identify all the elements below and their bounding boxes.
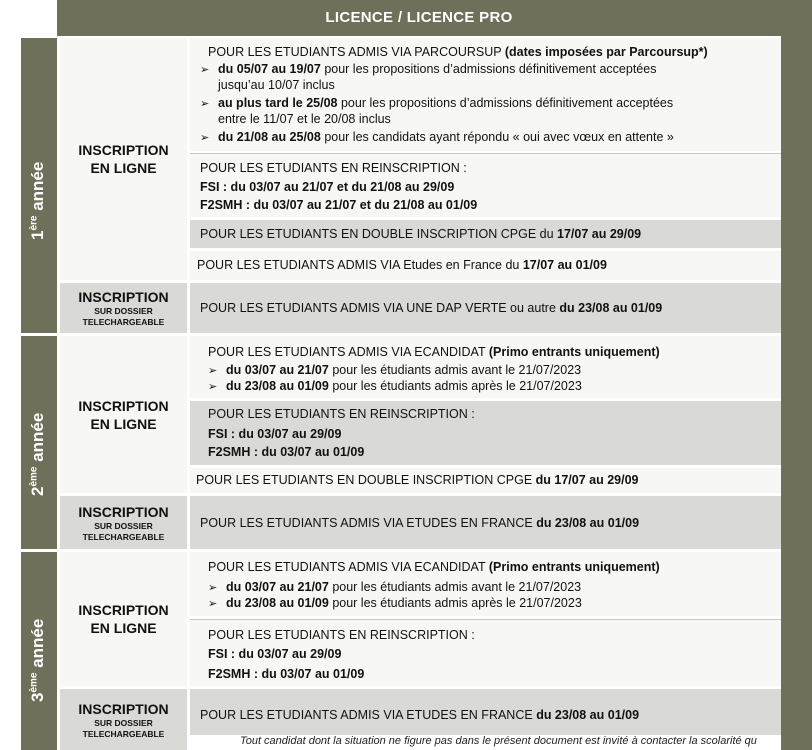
row-y2-ecandidat [190,336,781,398]
list-item: ➢ du 05/07 au 19/07 pour les propositions d’admissions définitivement acceptées [200,62,657,76]
list-item-continued: entre le 11/07 et le 20/08 inclus [218,112,391,126]
reinscription-f2smh: F2SMH : du 03/07 au 21/07 et du 21/08 au 01/09 [200,198,478,212]
cpge-text: POUR LES ETUDIANTS EN DOUBLE INSCRIPTION CPGE du 17/07 au 29/09 [196,473,639,487]
table-title: LICENCE / LICENCE PRO [325,9,513,26]
reinscription-fsi: FSI : du 03/07 au 21/07 et du 21/08 au 29/09 [200,180,455,194]
footer-note: Tout candidat dont la situation ne figure pas dans le présent document est invité à contacter la scolarité qu [240,735,757,747]
etudes-france-text: POUR LES ETUDIANTS ADMIS VIA Etudes en France du 17/07 au 01/09 [197,258,607,272]
row-y1-parcoursup [190,38,781,151]
row-y3-ecandidat [190,552,781,616]
row-y3-reinscription [190,619,781,686]
arrow-bullet-icon: ➢ [200,132,210,144]
cpge-text: POUR LES ETUDIANTS EN DOUBLE INSCRIPTION CPGE du 17/07 au 29/09 [200,227,642,241]
year-column-3 [21,552,57,750]
list-item: ➢ du 21/08 au 25/08 pour les candidats ayant répondu « oui avec vœux en attente » [200,130,674,144]
year-column-2 [21,336,57,549]
reinscription-title: POUR LES ETUDIANTS EN REINSCRIPTION : [208,628,475,642]
year-column-1 [21,38,57,333]
list-item: ➢ au plus tard le 25/08 pour les propositions d’admissions définitivement acceptées [200,96,674,110]
type-online-year-2: INSCRIPTION EN LIGNE [60,336,187,493]
arrow-bullet-icon: ➢ [208,365,218,377]
row-y1-reinscription [190,153,781,217]
year-label-2: 2ème année [28,412,47,496]
arrow-bullet-icon: ➢ [200,64,210,76]
ecandidat-title: POUR LES ETUDIANTS ADMIS VIA ECANDIDAT (Primo entrants uniquement) [208,345,660,359]
parcoursup-title: POUR LES ETUDIANTS ADMIS VIA PARCOURSUP (dates imposées par Parcoursup*) [208,45,708,59]
table-header [57,0,781,36]
year-label-3: 3ème année [28,618,47,702]
etudes-france-text: POUR LES ETUDIANTS ADMIS VIA ETUDES EN FRANCE du 23/08 au 01/09 [200,516,640,530]
reinscription-f2smh: F2SMH : du 03/07 au 01/09 [208,667,365,681]
arrow-bullet-icon: ➢ [208,381,218,393]
row-y2-reinscription [190,401,781,465]
row-y1-cpge [190,220,781,248]
reinscription-f2smh: F2SMH : du 03/07 au 01/09 [208,445,365,459]
arrow-bullet-icon: ➢ [200,98,210,110]
type-online-year-1: INSCRIPTION EN LIGNE [60,38,187,280]
reinscription-title: POUR LES ETUDIANTS EN REINSCRIPTION : [200,161,467,175]
arrow-bullet-icon: ➢ [208,582,218,594]
row-y2-etudes-france [190,496,781,549]
reinscription-title: POUR LES ETUDIANTS EN REINSCRIPTION : [208,407,475,421]
row-y3-etudes-france [190,689,781,735]
arrow-bullet-icon: ➢ [208,598,218,610]
row-y1-etudes-france [190,251,781,280]
right-edge-strip [781,0,812,750]
type-dossier-year-2: INSCRIPTION SUR DOSSIER TELECHARGEABLE [60,496,187,549]
year-label-1: 1ère année [28,161,47,240]
type-online-year-3: INSCRIPTION EN LIGNE [60,552,187,686]
etudes-france-text: POUR LES ETUDIANTS ADMIS VIA ETUDES EN FRANCE du 23/08 au 01/09 [200,708,640,722]
ecandidat-title: POUR LES ETUDIANTS ADMIS VIA ECANDIDAT (Primo entrants uniquement) [208,560,660,574]
list-item: ➢ du 23/08 au 01/09 pour les étudiants admis après le 21/07/2023 [208,379,582,393]
list-item: ➢ du 23/08 au 01/09 pour les étudiants admis après le 21/07/2023 [208,596,582,610]
row-y1-dap [190,283,781,333]
row-y2-cpge [190,468,781,493]
dap-text: POUR LES ETUDIANTS ADMIS VIA UNE DAP VERTE ou autre du 23/08 au 01/09 [200,301,663,315]
list-item: ➢ du 03/07 au 21/07 pour les étudiants admis avant le 21/07/2023 [208,580,582,594]
list-item: ➢ du 03/07 au 21/07 pour les étudiants admis avant le 21/07/2023 [208,363,582,377]
type-dossier-year-3: INSCRIPTION SUR DOSSIER TELECHARGEABLE [60,689,187,750]
reinscription-fsi: FSI : du 03/07 au 29/09 [208,647,342,661]
list-item-continued: jusqu’au 10/07 inclus [218,78,335,92]
type-dossier-year-1: INSCRIPTION SUR DOSSIER TELECHARGEABLE [60,283,187,333]
reinscription-fsi: FSI : du 03/07 au 29/09 [208,427,342,441]
